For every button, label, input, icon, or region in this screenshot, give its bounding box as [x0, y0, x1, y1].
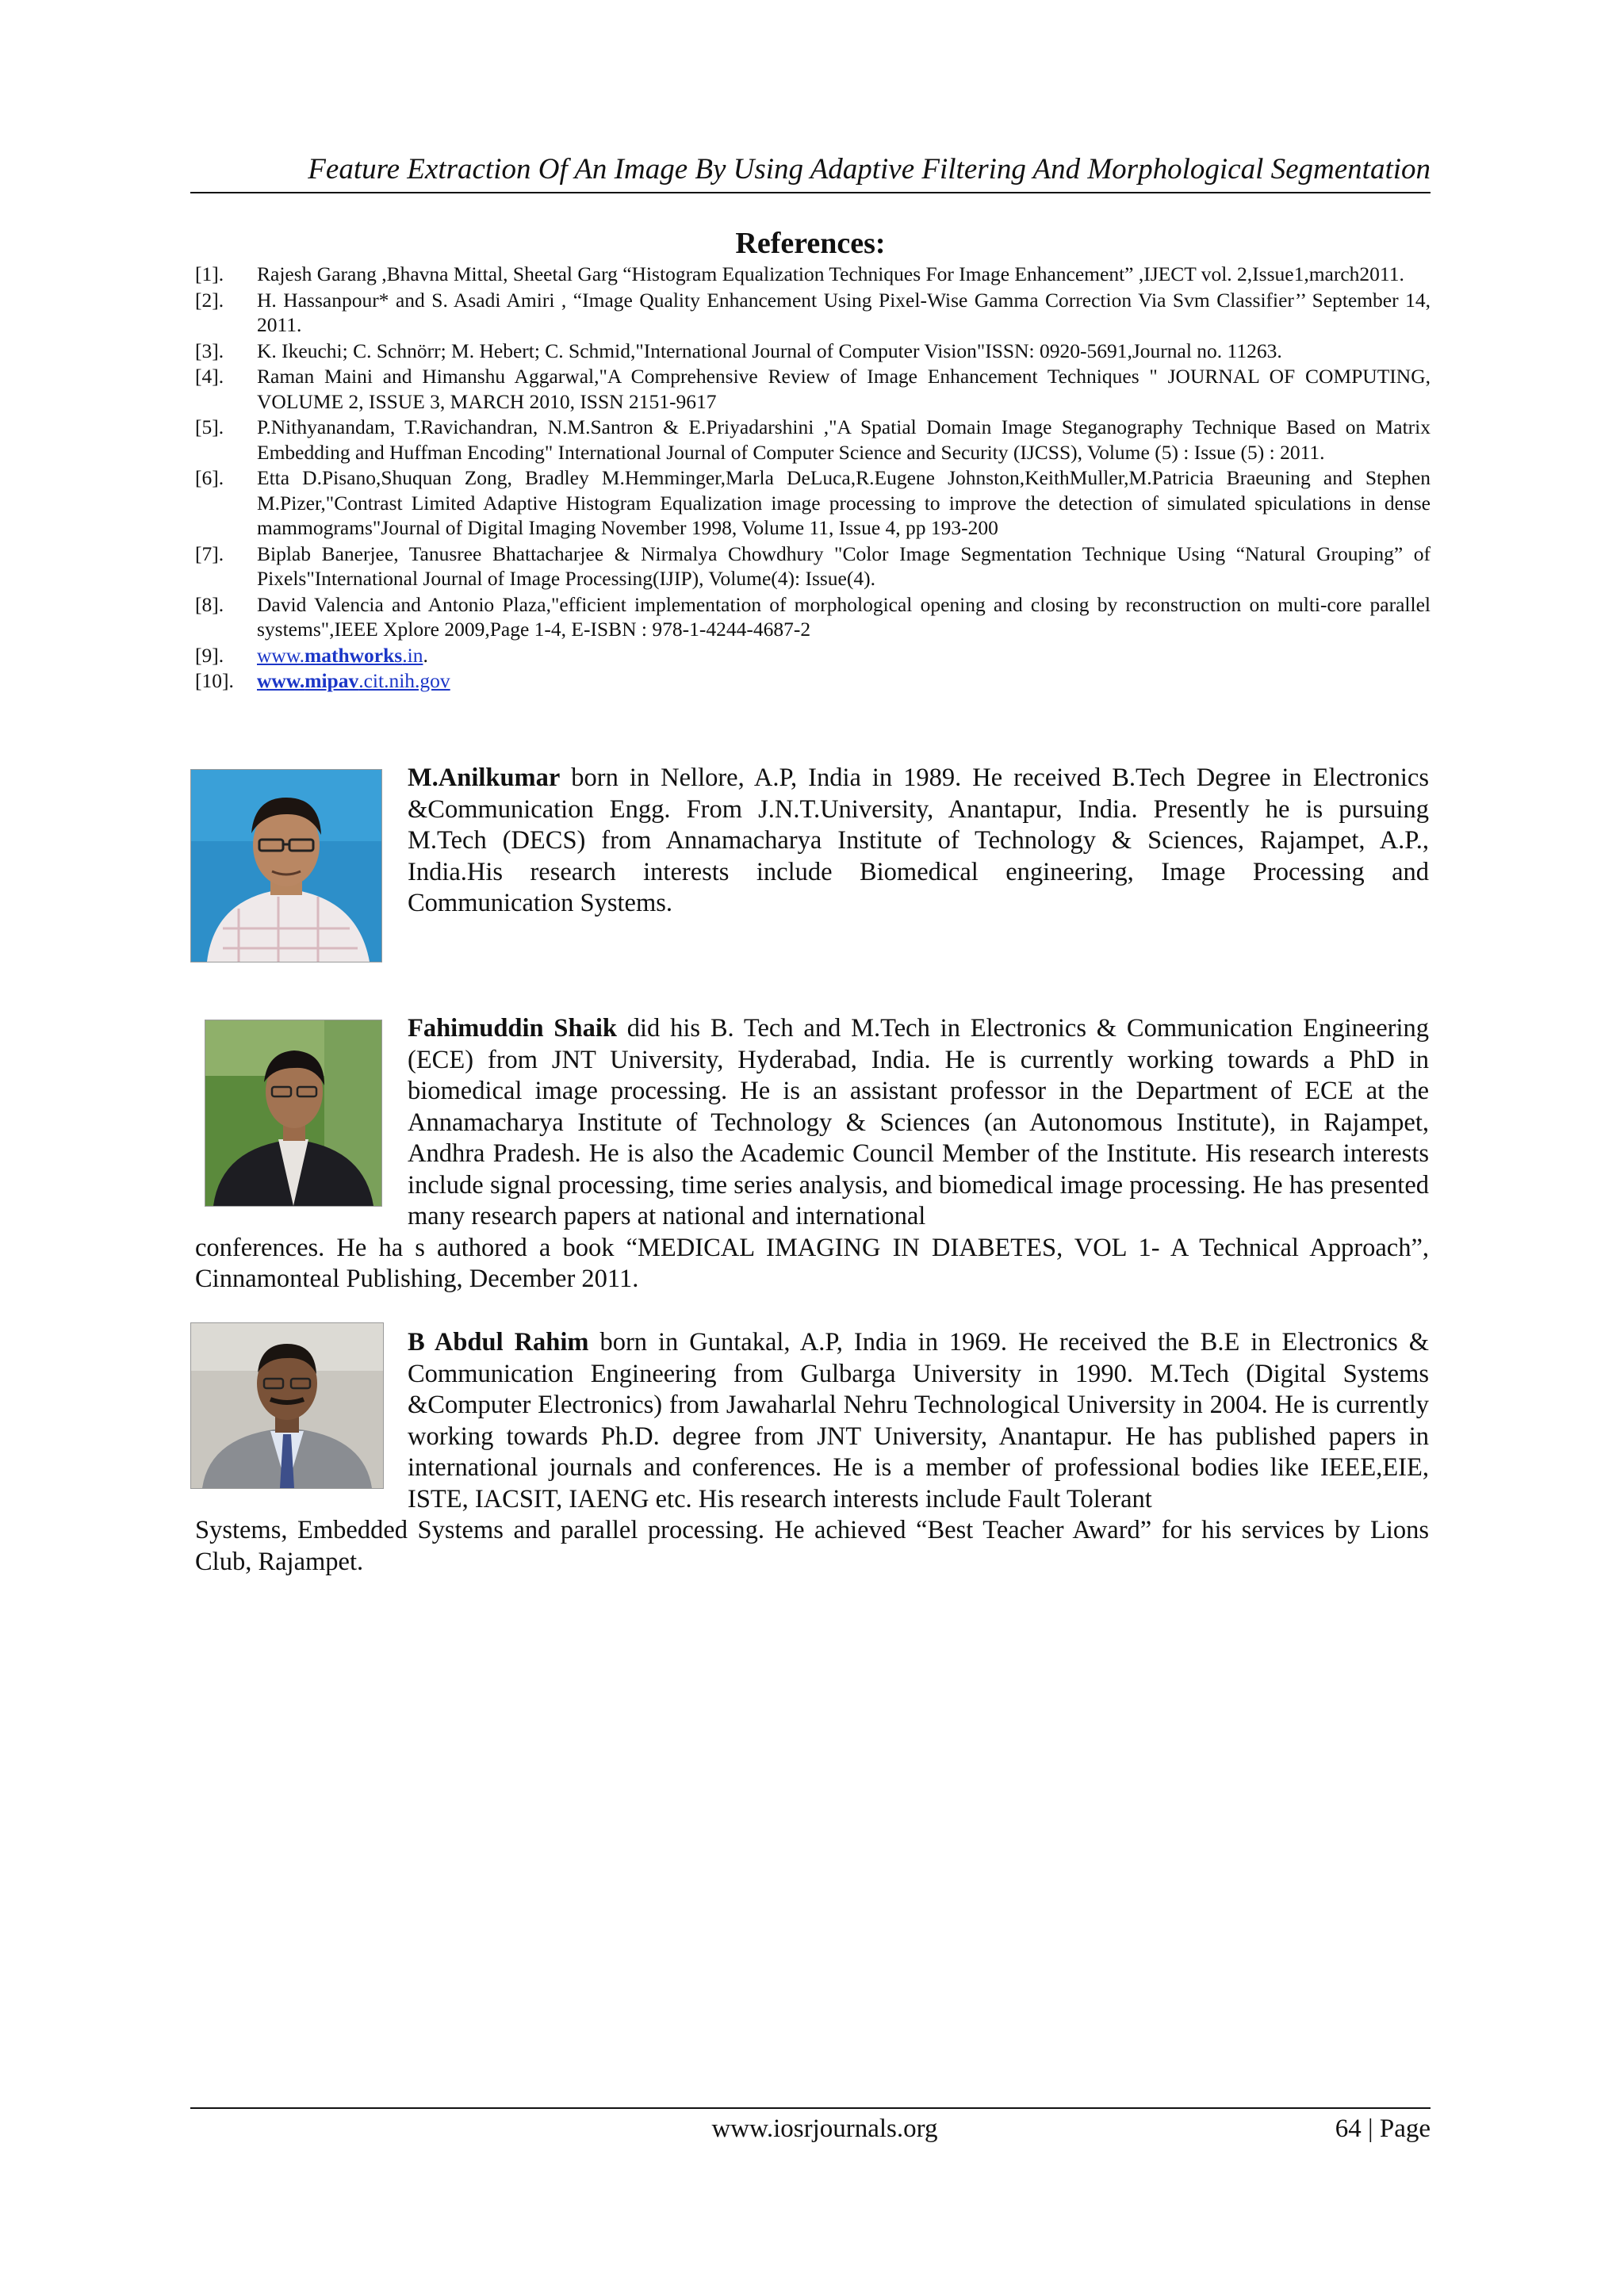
reference-item	[195, 364, 1431, 414]
reference-item	[195, 288, 1431, 338]
reference-item	[195, 668, 1431, 694]
bio-text: did his B. Tech and M.Tech in Electronics & Communication Engineering (ECE) from JNT University, Hyderabad, India. He is currently working towards a PhD in biomedical image processing. He is an assistant professor in the Department of ECE at the Annamacharya Institute of Technology & Sciences (an Autonomous Institute), in Rajampet, Andhra Pradesh. He is also the Academic Council Member of the Institute. His research interests include signal processing, time series analysis, and biomedical image processing. He has presented many research papers at national and international	[408, 1014, 1429, 1230]
reference-number: [6].	[195, 466, 224, 489]
reference-item	[195, 643, 1431, 668]
reference-number: [8].	[195, 592, 224, 616]
mipav-link[interactable]: www.mipav.cit.nih.gov	[257, 669, 450, 692]
references-heading: References:	[735, 227, 886, 260]
bio-continuation: conferences. He ha s authored a book “MEDICAL IMAGING IN DIABETES, VOL 1- A Technical Approach”, Cinnamonteal Publishing, December 2011.	[195, 1233, 1429, 1293]
reference-number: [2].	[195, 288, 224, 312]
reference-item	[195, 592, 1431, 642]
reference-number: [1].	[195, 262, 224, 285]
reference-number: [3].	[195, 339, 224, 362]
bio-anilkumar	[195, 763, 1429, 920]
bio-text: born in Nellore, A.P, India in 1989. He received B.Tech Degree in Electronics &Communication Engg. From J.N.T.University, Anantapur, India. Presently he is pursuing M.Tech (DECS) from Annamacharya Institute of Technology & Sciences, Rajampet, A.P., India.His research interests include Biomedical engineering, Image Processing and Communication Systems.	[408, 763, 1429, 917]
reference-text	[257, 668, 1431, 694]
mathworks-link[interactable]: www.mathworks.in	[257, 643, 423, 667]
reference-text: P.Nithyanandam, T.Ravichandran, N.M.Santron & E.Priyadarshini ,"A Spatial Domain Image Steganography Technique Based on Matrix Embedding and Huffman Encoding" International Journal of Computer Science and Security (IJCSS), Volume (5) : Issue (5) : 2011.	[257, 415, 1431, 464]
running-header: Feature Extraction Of An Image By Using Adaptive Filtering And Morphological Segmentation	[308, 153, 1431, 186]
reference-item	[195, 415, 1431, 465]
reference-number: [7].	[195, 541, 224, 565]
reference-text: Biplab Banerjee, Tanusree Bhattacharjee & Nirmalya Chowdhury "Color Image Segmentation Technique Using “Natural Grouping” of Pixels"International Journal of Image Processing(IJIP), Volume(4): Issue(4).	[257, 541, 1431, 590]
reference-text: David Valencia and Antonio Plaza,"efficient implementation of morphological opening and closing by reconstruction on multi-core parallel systems",IEEE Xplore 2009,Page 1-4, E-ISBN : 978-1-4244-4687-2	[257, 592, 1431, 641]
reference-item	[195, 262, 1431, 287]
bio-text: born in Guntakal, A.P, India in 1969. He received the B.E in Electronics & Communication Engineering from Gulbarga University in 1990. M.Tech (Digital Systems &Computer Electronics) from Jawaharlal Nehru Technological University in 2004. He is currently working towards Ph.D. degree from JNT University, Anantapur. He has published papers in international journals and conferences. He is a member of professional bodies like IEEE,EIE, ISTE, IACSIT, IAENG etc. His research interests include Fault Tolerant	[408, 1328, 1429, 1513]
footer-rule	[190, 2107, 1431, 2109]
reference-text: K. Ikeuchi; C. Schnörr; M. Hebert; C. Schmid,"International Journal of Computer Vision"ISSN: 0920-5691,Journal no. 11263.	[257, 339, 1282, 362]
reference-number: [10].	[195, 669, 234, 692]
author-name: B Abdul Rahim	[408, 1328, 589, 1357]
header-rule	[190, 192, 1431, 193]
reference-item	[195, 339, 1431, 364]
author-name: Fahimuddin Shaik	[408, 1014, 617, 1043]
reference-text: www.mathworks.in.	[257, 643, 428, 667]
bio-continuation: Systems, Embedded Systems and parallel processing. He achieved “Best Teacher Award” for his services by Lions Club, Rajampet.	[195, 1516, 1429, 1576]
reference-number: [5].	[195, 415, 224, 438]
page-number: 64 | Page	[1335, 2114, 1431, 2143]
reference-text: Rajesh Garang ,Bhavna Mittal, Sheetal Garg “Histogram Equalization Techniques For Image Enhancement” ,IJECT vol. 2,Issue1,march2011.	[257, 262, 1404, 285]
footer-url: www.iosrjournals.org	[711, 2114, 938, 2143]
reference-text: Etta D.Pisano,Shuquan Zong, Bradley M.Hemminger,Marla DeLuca,R.Eugene Johnston,KeithMuller,M.Patricia Braeuning and Stephen M.Pizer,"Contrast Limited Adaptive Histogram Equalization image processing to improve the detection of simulated spiculations in dense mammograms"Journal of Digital Imaging November 1998, Volume 11, Issue 4, pp 193-200	[257, 466, 1431, 539]
reference-item	[195, 465, 1431, 541]
author-name: M.Anilkumar	[408, 763, 561, 792]
reference-number: [4].	[195, 365, 224, 388]
references-list	[195, 262, 1431, 695]
bio-fahimuddin	[195, 1013, 1429, 1295]
reference-text: Raman Maini and Himanshu Aggarwal,"A Comprehensive Review of Image Enhancement Techniques " JOURNAL OF COMPUTING, VOLUME 2, ISSUE 3, MARCH 2010, ISSN 2151-9617	[257, 365, 1431, 413]
reference-text: H. Hassanpour* and S. Asadi Amiri , “Image Quality Enhancement Using Pixel-Wise Gamma Correction Via Svm Classifier’’ September 14, 2011.	[257, 288, 1431, 336]
reference-number: [9].	[195, 643, 224, 667]
reference-item	[195, 541, 1431, 591]
bio-abdul-rahim	[195, 1327, 1429, 1578]
